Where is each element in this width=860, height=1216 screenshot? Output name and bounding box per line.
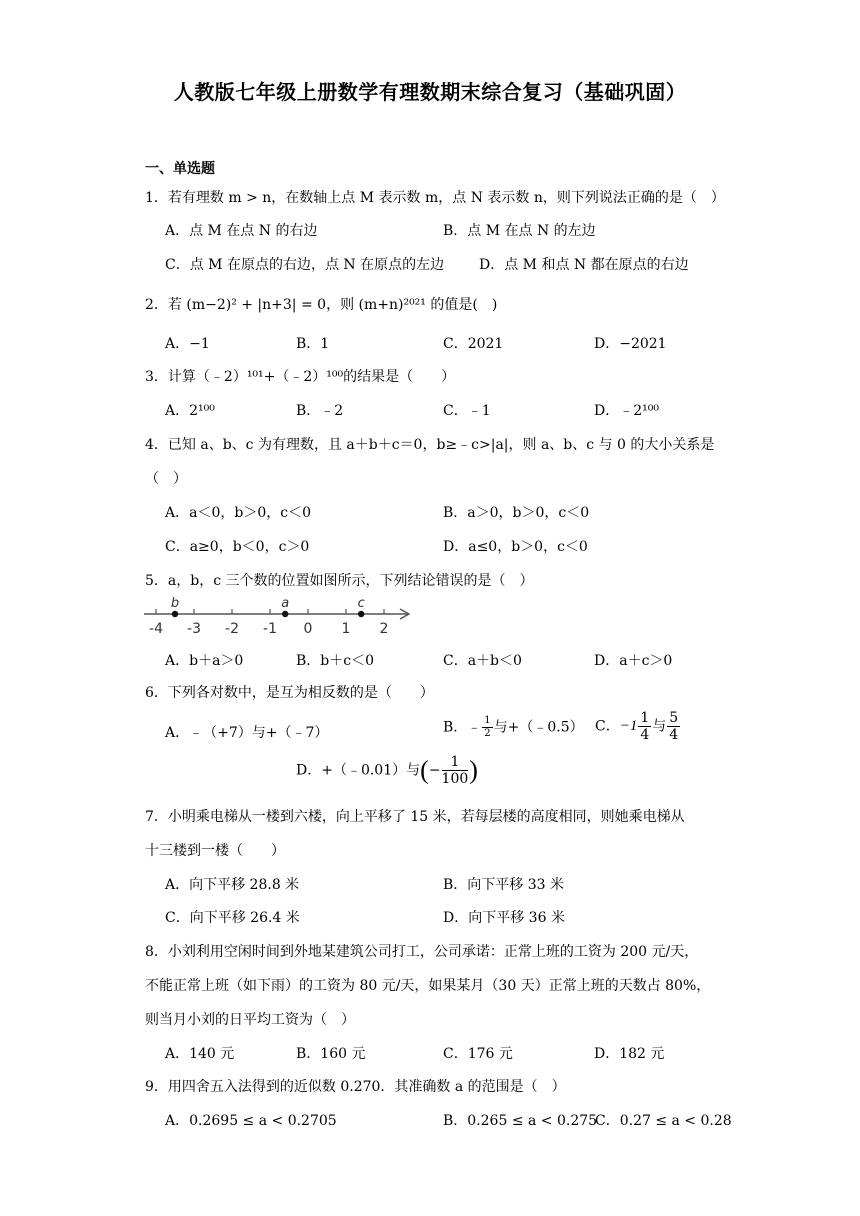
q2-option-d[interactable]: D．−2021 [594, 336, 667, 352]
q2-option-b[interactable]: B．1 [296, 336, 330, 352]
q6-option-a[interactable]: A．﹣（+7）与+（﹣7） [165, 725, 329, 741]
q6-c-middle: 与 [652, 718, 667, 735]
q1-option-d[interactable]: D．点 M 和点 N 都在原点的右边 [479, 257, 689, 273]
axis-tick-label: -2 [225, 621, 239, 636]
q4-option-d[interactable]: D．a≤0，b＞0，c＜0 [443, 539, 588, 555]
section-heading: 一、单选题 [145, 161, 215, 177]
q6-d-numerator: 1 [442, 755, 469, 771]
q6-b-prefix: B．﹣ [443, 719, 482, 736]
q9-option-b[interactable]: B．0.265 ≤ a < 0.275 [443, 1113, 598, 1129]
q5-option-b[interactable]: B．b＋c＜0 [296, 653, 374, 669]
question-4: 4．已知 a、b、c 为有理数，且 a＋b＋c＝0，b≥﹣c>|a|，则 a、b、c 与 0 的大小关系是 [145, 437, 715, 453]
point-c [358, 611, 364, 617]
q8-option-a[interactable]: A．140 元 [165, 1046, 235, 1062]
axis-tick-label: 0 [303, 621, 313, 636]
q9-option-a[interactable]: A．0.2695 ≤ a < 0.2705 [165, 1113, 337, 1129]
q6-d-minus: − [428, 762, 441, 779]
q5-option-d[interactable]: D．a＋c＞0 [594, 653, 673, 669]
point-label-b: b [170, 596, 180, 611]
q3-option-c[interactable]: C．﹣1 [443, 403, 491, 419]
q6-c-numerator-2: 5 [669, 710, 679, 726]
point-label-c: c [357, 596, 365, 611]
point-a [282, 611, 288, 617]
axis-tick-label: -1 [263, 621, 277, 636]
axis-tick-label: 2 [379, 621, 389, 636]
q1-option-c[interactable]: C．点 M 在原点的右边，点 N 在原点的左边 [165, 257, 445, 273]
axis-tick-label: -4 [149, 621, 163, 636]
q3-option-a[interactable]: A．2¹⁰⁰ [165, 403, 215, 419]
q5-option-a[interactable]: A．b＋a＞0 [165, 653, 244, 669]
point-label-a: a [281, 596, 290, 611]
q2-option-c[interactable]: C．2021 [443, 336, 504, 352]
q6-option-c[interactable] [595, 711, 681, 742]
q1-option-b[interactable]: B．点 M 在点 N 的左边 [443, 223, 596, 239]
q2-option-a[interactable]: A．−1 [165, 336, 210, 352]
q6-d-close-paren: ) [469, 755, 478, 785]
q4-option-b[interactable]: B．a＞0，b＞0，c＜0 [443, 505, 590, 521]
point-b [172, 611, 178, 617]
question-7: 7．小明乘电梯从一楼到六楼，向上平移了 15 米，若每层楼的高度相同，则她乘电梯从 [145, 809, 685, 825]
axis-tick-label: -3 [187, 621, 201, 636]
question-8-cont-2: 则当月小刘的日平均工资为（ ） [145, 1012, 355, 1028]
question-6: 6．下列各对数中，是互为相反数的是（ ） [145, 685, 434, 701]
q6-c-prefix: C． [595, 718, 620, 735]
q7-option-a[interactable]: A．向下平移 28.8 米 [165, 877, 300, 893]
q6-d-prefix: D．+（﹣0.01）与 [296, 762, 421, 779]
q6-c-numerator-1: 1 [640, 710, 650, 726]
q6-b-fraction [482, 716, 492, 739]
q3-option-d[interactable]: D．﹣2¹⁰⁰ [594, 403, 659, 419]
q8-option-c[interactable]: C．176 元 [443, 1046, 513, 1062]
q5-option-c[interactable]: C．a＋b＜0 [443, 653, 522, 669]
question-3: 3．计算（﹣2）¹⁰¹+（﹣2）¹⁰⁰的结果是（ ） [145, 369, 456, 385]
q4-option-a[interactable]: A．a＜0，b＞0，c＜0 [165, 505, 311, 521]
q3-option-b[interactable]: B．﹣2 [296, 403, 344, 419]
q6-c-fraction-2 [667, 711, 680, 742]
question-2: 2．若 (m−2)² + |n+3| = 0，则 (m+n)²⁰²¹ 的值是( ) [145, 297, 498, 313]
q6-c-denominator-2: 4 [669, 727, 679, 743]
page-title: 人教版七年级上册数学有理数期末综合复习（基础巩固） [173, 80, 687, 104]
question-8-cont-1: 不能正常上班（如下雨）的工资为 80 元/天，如果某月（30 天）正常上班的天数占 80%， [145, 978, 711, 994]
q7-option-d[interactable]: D．向下平移 36 米 [443, 910, 565, 926]
q6-b-denominator: 2 [484, 728, 491, 739]
question-9: 9．用四舍五入法得到的近似数 0.270．其准确数 a 的范围是（ ） [145, 1079, 566, 1095]
question-7-cont: 十三楼到一楼（ ） [145, 843, 285, 859]
q4-option-c[interactable]: C．a≥0，b＜0，c＞0 [165, 539, 310, 555]
q6-c-denominator-1: 4 [640, 727, 650, 743]
q6-b-numerator: 1 [484, 715, 491, 726]
q6-d-fraction [442, 755, 469, 786]
q9-option-c[interactable]: C．0.27 ≤ a < 0.28 [595, 1113, 732, 1129]
question-5: 5．a，b，c 三个数的位置如图所示，下列结论错误的是（ ） [145, 573, 534, 589]
number-line [144, 596, 409, 636]
q8-option-d[interactable]: D．182 元 [594, 1046, 665, 1062]
q8-option-b[interactable]: B．160 元 [296, 1046, 366, 1062]
number-line-figure [140, 594, 410, 636]
question-1: 1．若有理数 m > n，在数轴上点 M 表示数 m，点 N 表示数 n，则下列说法正确的是（ ） [145, 190, 725, 206]
axis-tick-label: 1 [341, 621, 351, 636]
q6-option-b[interactable] [443, 716, 584, 739]
q1-option-a[interactable]: A．点 M 在点 N 的右边 [165, 223, 318, 239]
q7-option-b[interactable]: B．向下平移 33 米 [443, 877, 565, 893]
q6-d-denominator: 100 [441, 771, 469, 787]
question-8: 8．小刘利用空闲时间到外地某建筑公司打工，公司承诺：正常上班的工资为 200 元/天， [145, 944, 699, 960]
q7-option-c[interactable]: C．向下平移 26.4 米 [165, 910, 300, 926]
question-4-cont: （ ） [145, 471, 187, 487]
q6-option-d[interactable] [296, 755, 478, 786]
q6-d-open-paren: ( [420, 755, 429, 785]
q6-b-suffix: 与+（﹣0.5） [493, 719, 584, 736]
q6-c-fraction-1 [638, 711, 651, 742]
q6-c-integer: −1 [619, 718, 638, 734]
